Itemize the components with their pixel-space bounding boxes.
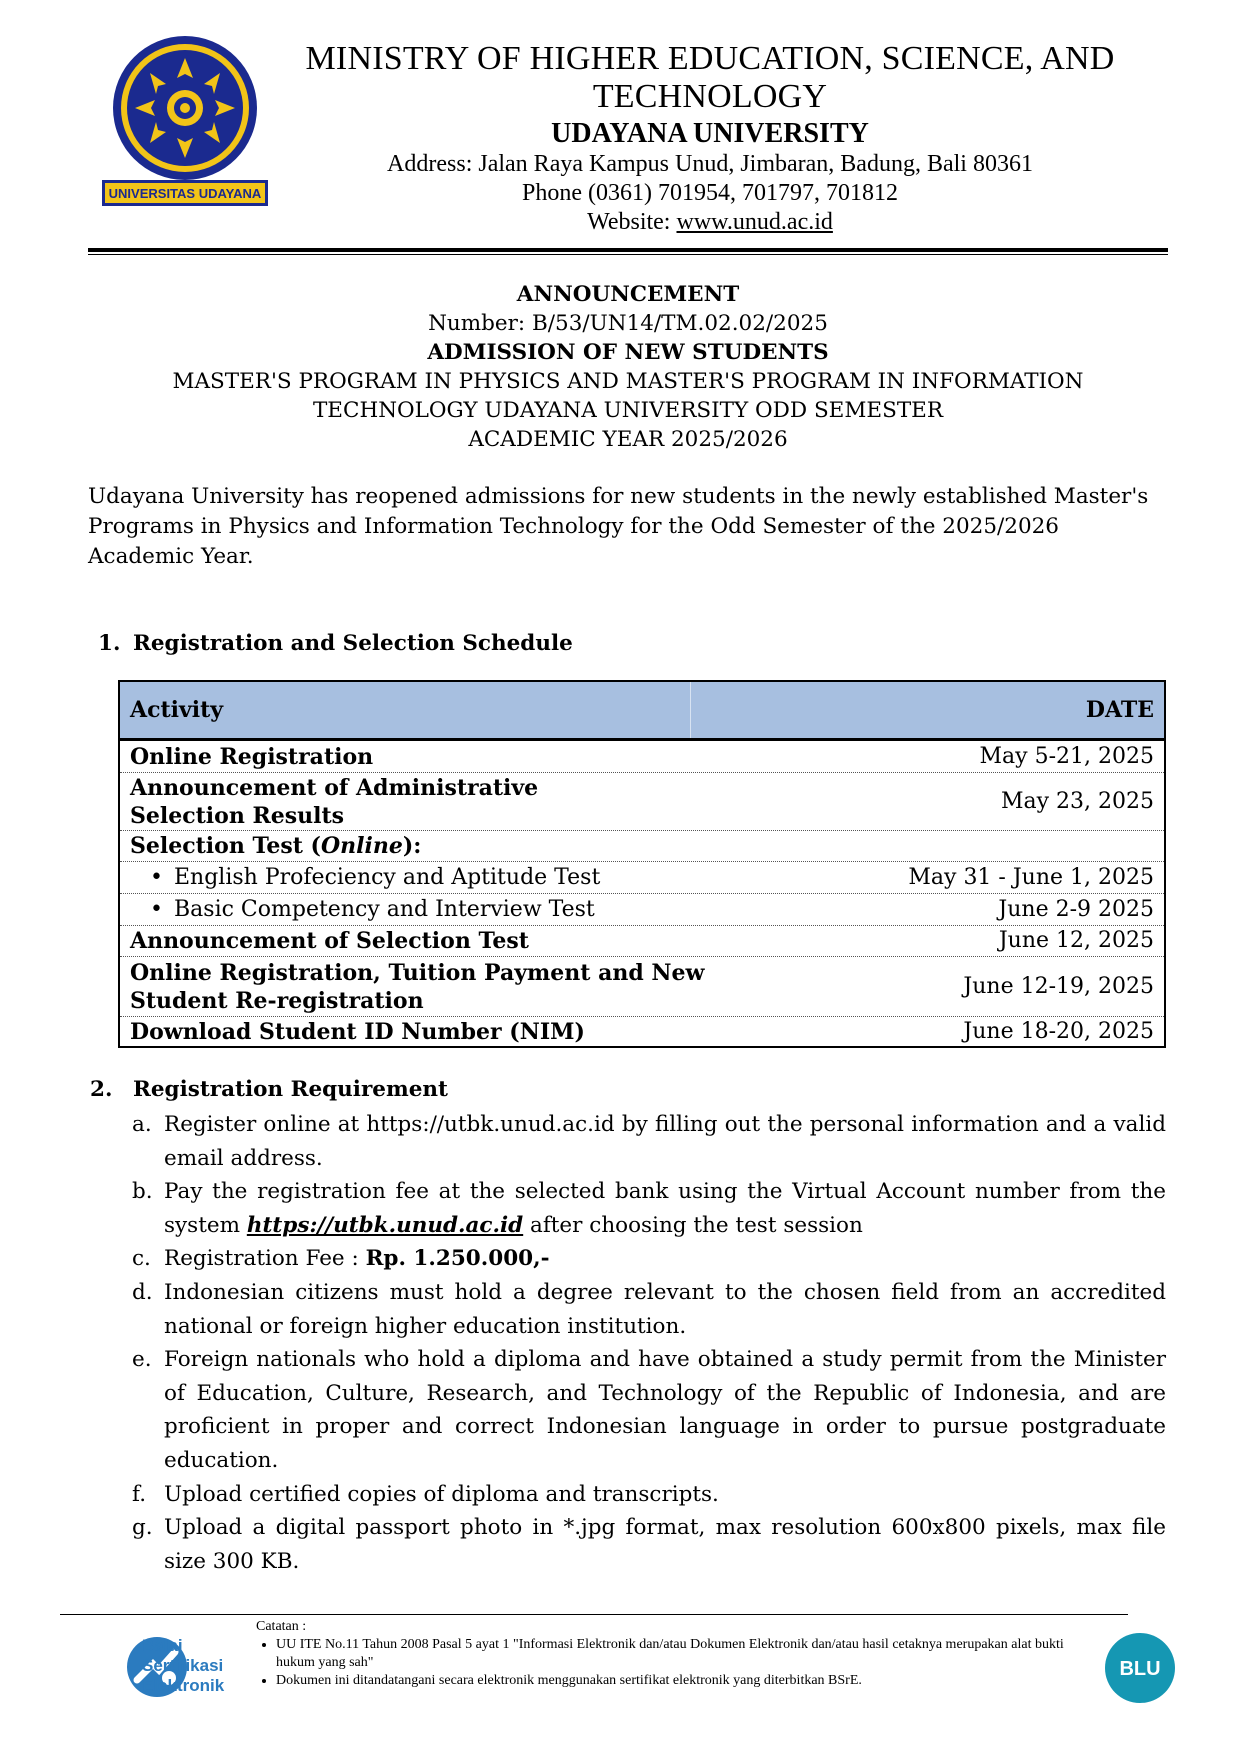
list-item — [132, 1175, 1166, 1242]
udayana-university-logo — [100, 34, 270, 220]
table-row — [120, 773, 1164, 831]
item-text — [164, 1242, 1166, 1276]
activity-cell: • English Profeciency and Aptitude Test — [120, 862, 720, 893]
date-cell: May 31 - June 1, 2025 — [908, 864, 1154, 890]
item-text — [164, 1175, 1166, 1242]
item-text: Register online at https://utbk.unud.ac.id by filling out the personal information and a valid email address. — [164, 1112, 1166, 1171]
item-letter: b. — [132, 1179, 153, 1205]
item-text-post: after choosing the test session — [523, 1212, 863, 1238]
item-letter: a. — [132, 1112, 152, 1137]
ministry-name: MINISTRY OF HIGHER EDUCATION, SCIENCE, AND TECHNOLOGY — [305, 40, 1115, 115]
activity-tail: ): — [402, 833, 422, 859]
item-letter: g. — [132, 1515, 153, 1541]
activity-cell: Announcement of Administrative Selection Results — [130, 774, 539, 829]
bsre-logo-text — [142, 1636, 224, 1696]
schedule-table — [118, 680, 1166, 1048]
section-2-number: 2. — [90, 1077, 113, 1102]
announcement-subject: ADMISSION OF NEW STUDENTS — [427, 340, 829, 365]
date-cell: June 2-9 2025 — [998, 896, 1154, 922]
date-cell: June 12-19, 2025 — [963, 973, 1154, 999]
column-header-date: DATE — [1085, 697, 1154, 723]
date-cell: May 23, 2025 — [1000, 788, 1154, 814]
section-1-number: 1. — [98, 631, 121, 656]
item-text: Foreign nationals who hold a diploma and have obtained a study permit from the Minister of Education, Culture, Research, and Technology of the Republic of Indonesia, and are proficient in proper and correct Indonesian language in order to pursue postgraduate education. — [164, 1347, 1166, 1473]
table-row — [120, 831, 1164, 862]
program-line-2: TECHNOLOGY UDAYANA UNIVERSITY ODD SEMESTER — [312, 398, 944, 423]
item-text: Indonesian citizens must hold a degree relevant to the chosen field from an accredited national or foreign higher education institution. — [164, 1279, 1166, 1339]
table-row — [120, 862, 1164, 894]
item-letter: f. — [132, 1481, 147, 1507]
item-letter: d. — [132, 1279, 153, 1305]
announcement-heading: ANNOUNCEMENT — [516, 282, 740, 307]
university-name: UDAYANA UNIVERSITY — [551, 118, 869, 149]
table-row — [120, 1017, 1164, 1046]
blu-text: BLU — [1119, 1658, 1161, 1680]
bsre-line-3: Elektronik — [142, 1676, 225, 1695]
notes-label: Catatan : — [256, 1619, 307, 1634]
table-row — [120, 957, 1164, 1017]
fee-amount: Rp. 1.250.000,- — [365, 1246, 550, 1272]
footer-notes — [256, 1618, 1096, 1690]
item-text: Upload certified copies of diploma and transcripts. — [164, 1481, 719, 1507]
bsre-line-1: Balai — [142, 1636, 183, 1655]
section-2-title: Registration Requirement — [133, 1077, 448, 1102]
header-rule-thin — [88, 254, 1168, 255]
university-website — [280, 208, 1140, 237]
note-item: • Dokumen ini ditandatangani secara elektronik menggunakan sertifikat elektronik yang diterbitkan BSrE. — [276, 1672, 1096, 1690]
column-header-activity: Activity — [120, 682, 691, 738]
program-line-1: MASTER'S PROGRAM IN PHYSICS AND MASTER'S PROGRAM IN INFORMATION — [172, 369, 1084, 394]
intro-paragraph: Udayana University has reopened admissions for new students in the newly established Master's Programs in Physics and Information Technology for the Odd Semester of the 2025/2026 Academic Year. — [88, 484, 1149, 569]
list-item — [132, 1511, 1166, 1578]
announcement-number: Number: B/53/UN14/TM.02.02/2025 — [428, 311, 828, 336]
list-item — [132, 1242, 1166, 1276]
bsre-line-2: Sertifikasi — [142, 1656, 224, 1675]
table-row — [120, 926, 1164, 957]
note-item: • UU ITE No.11 Tahun 2008 Pasal 5 ayat 1 "Informasi Elektronik dan/atau Dokumen Elektronik dan/atau hasil cetaknya merupakan alat bukti hukum yang sah" — [276, 1636, 1096, 1672]
footer-rule — [60, 1614, 1128, 1615]
website-label: Website: — [587, 209, 677, 235]
activity-emphasis: Online — [320, 833, 403, 859]
university-phone: Phone (0361) 701954, 701797, 701812 — [522, 180, 898, 206]
activity-cell: Download Student ID Number (NIM) — [130, 1018, 585, 1045]
list-item — [132, 1276, 1166, 1343]
logo-text: UNIVERSITAS UDAYANA — [108, 186, 262, 201]
table-row — [120, 741, 1164, 773]
header-rule — [88, 248, 1168, 252]
program-line-3: ACADEMIC YEAR 2025/2026 — [468, 427, 788, 452]
website-link[interactable]: www.unud.ac.id — [676, 209, 833, 235]
list-item — [132, 1478, 1166, 1512]
date-cell — [720, 831, 1164, 861]
date-cell: May 5-21, 2025 — [979, 743, 1154, 769]
item-letter: c. — [132, 1246, 151, 1272]
list-item — [132, 1343, 1166, 1477]
blu-logo-icon — [1104, 1632, 1176, 1704]
university-address: Address: Jalan Raya Kampus Unud, Jimbaran, Badung, Bali 80361 — [387, 151, 1033, 177]
activity-cell: Online Registration — [130, 743, 374, 770]
activity-cell: • Basic Competency and Interview Test — [120, 894, 720, 925]
item-text: Upload a digital passport photo in *.jpg format, max resolution 600x800 pixels, max file size 300 KB. — [164, 1515, 1166, 1574]
table-row — [120, 894, 1164, 926]
list-item — [132, 1108, 1166, 1175]
activity-cell — [120, 831, 720, 861]
requirements-list — [132, 1108, 1166, 1578]
item-letter: e. — [132, 1347, 152, 1373]
section-1-title: Registration and Selection Schedule — [133, 631, 573, 656]
fee-label: Registration Fee : — [164, 1246, 366, 1272]
item-text-pre: Pay the registration fee at the selected bank using the Virtual Account number from the system — [164, 1179, 1166, 1238]
table-header — [120, 682, 1164, 741]
registration-link[interactable]: https://utbk.unud.ac.id — [246, 1212, 524, 1238]
activity-text: Selection Test ( — [130, 833, 321, 859]
date-cell: June 12, 2025 — [998, 928, 1154, 953]
activity-cell: Announcement of Selection Test — [130, 928, 529, 954]
activity-cell: Online Registration, Tuition Payment and New Student Re-registration — [130, 959, 705, 1014]
date-cell: June 18-20, 2025 — [963, 1018, 1154, 1044]
